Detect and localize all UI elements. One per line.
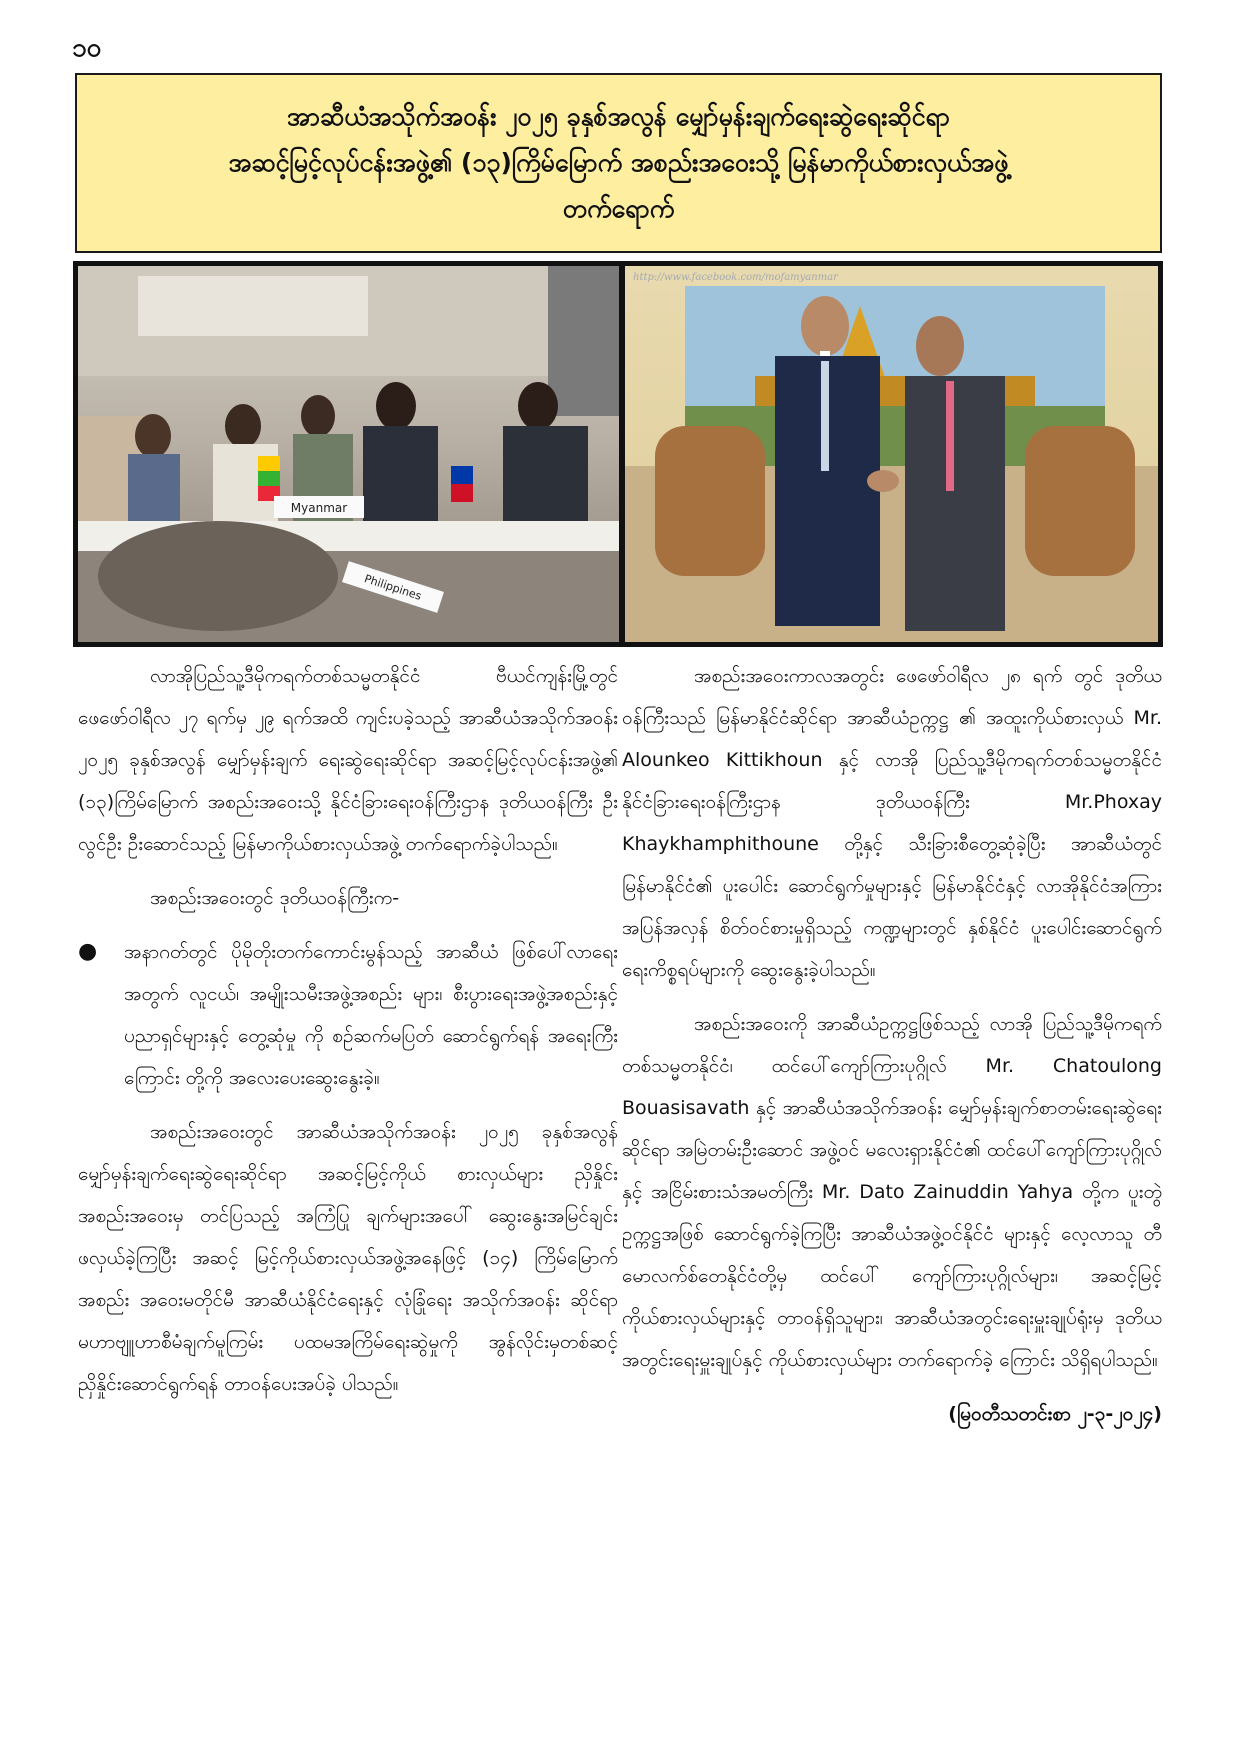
meeting-photo [78,266,619,642]
paragraph: အစည်းအဝေးတွင် အာဆီယံအသိုက်အဝန်း ၂၀၂၅ ခုနှစ်အလွန် မျှော်မှန်းချက်ရေးဆွဲရေးဆိုင်ရာ အဆင့်မြင့်ကိုယ် စားလှယ်များ ညှိနှိုင်းအစည်းအဝေးမှ တင်ပြသည့် အကြံပြု ချက်များအပေါ် ဆွေးနွေးအမြင်ချင်းဖလှယ်ခဲ့ကြပြီး အဆင့် မြင့်ကိုယ်စားလှယ်အဖွဲ့အနေဖြင့် (၁၄) ကြိမ်မြောက် အစည်း အဝေးမတိုင်မီ အာဆီယံနိုင်ငံရေးနှင့် လုံခြုံရေး အသိုက်အဝန်း ဆိုင်ရာ မဟာဗျူဟာစီမံချက်မူကြမ်း ပထမအကြိမ်ရေးဆွဲမှုကို အွန်လိုင်းမှတစ်ဆင့် ညှိနှိုင်းဆောင်ရွက်ရန် တာဝန်ပေးအပ်ခဲ့ ပါသည်။ [78,1121,618,1395]
handshake-photo [625,266,1158,642]
nameplate-myanmar: Myanmar [290,501,348,515]
article-column-left [78,655,618,1417]
paragraph: လာအိုပြည်သူ့ဒီမိုကရက်တစ်သမ္မတနိုင်ငံ ဗီယင်ကျန်းမြို့တွင် ဖေဖော်ဝါရီလ ၂၇ ရက်မှ ၂၉ ရက်အထိ ကျင်းပခဲ့သည့် အာဆီယံအသိုက်အဝန်း ၂၀၂၅ ခုနှစ်အလွန် မျှော်မှန်းချက် ရေးဆွဲရေးဆိုင်ရာ အဆင့်မြင့်လုပ်ငန်းအဖွဲ့၏ (၁၃)ကြိမ်မြောက် အစည်းအဝေးသို့ နိုင်ငံခြားရေးဝန်ကြီးဌာန ဒုတိယဝန်ကြီး ဦးလွင်ဦး ဦးဆောင်သည့် မြန်မာကိုယ်စားလှယ်အဖွဲ့ တက်ရောက်ခဲ့ပါသည်။ [78,665,618,855]
paragraph: အစည်းအဝေးကို အာဆီယံဥက္ကဋ္ဌဖြစ်သည့် လာအို ပြည်သူ့ဒီမိုကရက်တစ်သမ္မတနိုင်ငံ၊ ထင်ပေါ်ကျော်ကြားပုဂ္ဂိုလ် Mr. Chatoulong Bouasisavath နှင့် အာဆီယံအသိုက်အဝန်း မျှော်မှန်းချက်စာတမ်းရေးဆွဲရေးဆိုင်ရာ အမြဲတမ်းဦးဆောင် အဖွဲ့ဝင် မလေးရှားနိုင်ငံ၏ ထင်ပေါ်ကျော်ကြားပုဂ္ဂိုလ်နှင့် အငြိမ်းစားသံအမတ်ကြီး Mr. Dato Zainuddin Yahya တို့က ပူးတွဲဥက္ကဋ္ဌအဖြစ် ဆောင်ရွက်ခဲ့ကြပြီး အာဆီယံအဖွဲ့ဝင်နိုင်ငံ များနှင့် လေ့လာသူ တီမောလက်စ်တေနိုင်ငံတို့မှ ထင်ပေါ် ကျော်ကြားပုဂ္ဂိုလ်များ၊ အဆင့်မြင့်ကိုယ်စားလှယ်များနှင့် တာဝန်ရှိသူများ၊ အာဆီယံအတွင်းရေးမှူးချုပ်ရုံးမှ ဒုတိယ အတွင်းရေးမှူးချုပ်နှင့် ကိုယ်စားလှယ်များ တက်ရောက်ခဲ့ ကြောင်း သိရှိရပါသည်။ [622,1013,1162,1371]
page-number: ၁၀ [72,33,102,63]
nameplate-philippines: Philippines [362,572,424,603]
meeting-photo-illustration [78,266,619,642]
handshake-photo-illustration [625,266,1158,642]
photo-strip [73,261,1163,647]
headline-box [75,73,1162,253]
headline-line-1: အာဆီယံအသိုက်အဝန်း ၂၀၂၅ ခုနှစ်အလွန် မျှော်မှန်းချက်ရေးဆွဲရေးဆိုင်ရာ [286,102,951,131]
article-column-right [622,655,1162,1435]
source-credit: (မြဝတီသတင်းစာ ၂-၃-၂၀၂၄) [948,1403,1162,1425]
bullet-icon: ● [78,939,98,964]
paragraph: အစည်းအဝေးကာလအတွင်း ဖေဖော်ဝါရီလ ၂၈ ရက် တွင် ဒုတိယဝန်ကြီးသည် မြန်မာနိုင်ငံဆိုင်ရာ အာဆီယံဥက္ကဋ္ဌ ၏ အထူးကိုယ်စားလှယ် Mr. Alounkeo Kittikhoun နှင့် လာအို ပြည်သူ့ဒီမိုကရက်တစ်သမ္မတနိုင်ငံ နိုင်ငံခြားရေးဝန်ကြီးဌာန ဒုတိယဝန်ကြီး Mr.Phoxay Khaykhamphithoune တို့နှင့် သီးခြားစီတွေ့ဆုံခဲ့ပြီး အာဆီယံတွင် မြန်မာနိုင်ငံ၏ ပူးပေါင်း ဆောင်ရွက်မှုများနှင့် မြန်မာနိုင်ငံနှင့် လာအိုနိုင်ငံအကြား အပြန်အလှန် စိတ်ဝင်စားမှုရှိသည့် ကဏ္ဍများတွင် နှစ်နိုင်ငံ ပူးပေါင်းဆောင်ရွက်ရေးကိစ္စရပ်များကို ဆွေးနွေးခဲ့ပါသည်။ [622,665,1162,981]
bullet-text: အနာဂတ်တွင် ပိုမိုတိုးတက်ကောင်းမွန်သည့် အာဆီယံ ဖြစ်ပေါ်လာရေးအတွက် လူငယ်၊ အမျိုးသမီးအဖွဲ့အစည်း များ၊ စီးပွားရေးအဖွဲ့အစည်းနှင့် ပညာရှင်များနှင့် တွေ့ဆုံမှု ကို စဉ်ဆက်မပြတ် ဆောင်ရွက်ရန် အရေးကြီးကြောင်း တို့ကို အလေးပေးဆွေးနွေးခဲ့။ [124,941,618,1089]
paragraph: အစည်းအဝေးတွင် ဒုတိယဝန်ကြီးက- [150,887,400,909]
headline-line-3: တက်ရောက် [562,194,675,223]
bullet-item [78,931,618,1099]
headline-line-2: အဆင့်မြင့်လုပ်ငန်းအဖွဲ့၏ (၁၃)ကြိမ်မြောက် အစည်းအဝေးသို့ မြန်မာကိုယ်စားလှယ်အဖွဲ့ [228,148,1009,177]
